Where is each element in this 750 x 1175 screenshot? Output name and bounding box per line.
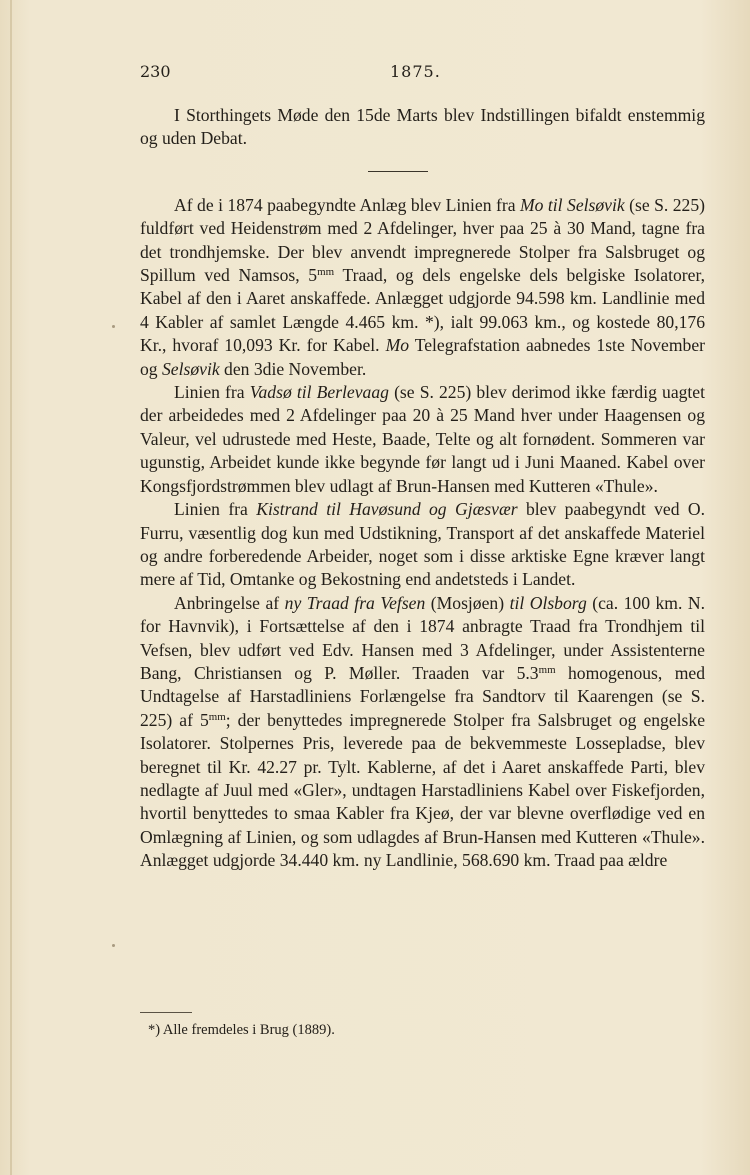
margin-speck (112, 944, 115, 947)
place-ny-traad-fra-vefsen: ny Traad fra Vefsen (284, 592, 426, 613)
paragraph-mo-selsovik: Af de i 1874 paabegyndte Anlæg blev Linien fra Mo til Selsøvik (se S. 225) fuldført ved Heidenstrøm med 2 Afdelinger, hver paa 25 à 30 Mand, tagne fra det trondhjemske. Der blev anvendt impregnerede Stolper fra Salsbruget og Spillum ved Namsos, $5^{mm}$ Traad, og dels engelske dels belgiske Isolatorer, Kabel af den i Aaret anskaffede. Anlægget udgjorde 94.598 km. Landlinie med 4 Kabler af samlet Længde 4.465 km. *), ialt 99.063 km., og kostede 80,176 Kr., hvoraf 10,093 Kr. for Kabel. Mo Telegrafstation aabnedes 1ste November og Selsøvik den 3die November. (140, 194, 705, 379)
place-vadso-berlevaag: Vadsø til Berlevaag (249, 382, 389, 403)
margin-speck (112, 325, 115, 328)
place-mo: Mo (385, 335, 410, 356)
place-mo-selsovik: Mo til Selsøvik (519, 194, 625, 215)
place-selsovik: Selsøvik (162, 358, 220, 379)
unit-mm: mm (538, 663, 556, 676)
paragraph-vadso-berlevaag: Linien fra Vadsø til Berlevaag (se S. 225) blev derimod ikke færdig uagtet der arbeidedes med 2 Afdelinger paa 20 à 25 Mand hver under Haagensen og Valeur, vel udrustede med Heste, Baade, Telte og alt fornødent. Sommeren var ugunstig, Arbeidet kunde ikke begynde før langt ud i Juni Maaned. Kabel over Kongsfjordstrømmen blev udlagt af Brun-Hansen med Kutteren «Thule». (140, 382, 706, 496)
paragraph-storthing: I Storthingets Møde den 15de Marts blev Indstillingen bifaldt enstemmig og uden Debat. (140, 105, 705, 149)
footnote: *) Alle fremdeles i Brug (1889). (148, 1022, 335, 1038)
paragraph-vefsen-olsborg: Anbringelse af ny Traad fra Vefsen (Mosjøen) til Olsborg (ca. 100 km. N. for Havnvik), i Fortsættelse af den i 1874 anbragte Traad fra Trondhjem til Vefsen, blev udført ved Edv. Hansen med 3 Afdelinger, under Assistenterne Bang, Christiansen og P. Møller. Traaden var $5.3^{mm}$ homogenous, med Undtagelse af Harstadliniens Forlængelse fra Sandtorv til Kaarengen (se S. 225) af $5^{mm}$; der benyttedes impregnerede Stolper fra Salsbruget og engelske Isolatorer. Stolpernes Pris, leverede paa de bekvemmeste Lossepladse, blev beregnet til Kr. 42.27 pr. Tylt. Kablerne, af det i Aaret anskaffede Parti, blev nedlagte af Juul med «Gler», undtagen Harstadliniens Kabel over Fiskefjorden, hvortil benyttedes to smaa Kabler fra Kjeø, der var blevne overflødige ved en Omlægning af Linien, og som udlagdes af Brun-Hansen med Kutteren «Thule». Anlægget udgjorde 34.440 km. ny Landlinie, 568.690 km. Traad paa ældre (140, 592, 705, 871)
unit-mm: mm (317, 266, 335, 279)
page-number: 230 (140, 62, 171, 81)
paragraph-kistrand: Linien fra Kistrand til Havøsund og Gjæsvær blev paabegyndt ved O. Furru, væsentlig dog kun med Udstikning, Transport af det anskaffede Materiel og andre forberedende Arbeider, noget som i disse arktiske Egne kræver langt mere af Tid, Omtanke og Bekostning end andetsteds i Landet. (140, 499, 706, 590)
footnote-rule (140, 1012, 192, 1013)
place-kistrand-havosund-gjaesvaer: Kistrand til Havøsund og Gjæsvær (256, 499, 518, 520)
body-text (140, 104, 705, 873)
running-header (140, 62, 710, 86)
place-til-olsborg: til Olsborg (509, 592, 587, 613)
page-gutter-shadow (10, 0, 12, 1175)
section-separator-rule (368, 171, 428, 172)
unit-mm: mm (208, 710, 226, 723)
running-title-year: 1875. (390, 62, 441, 81)
